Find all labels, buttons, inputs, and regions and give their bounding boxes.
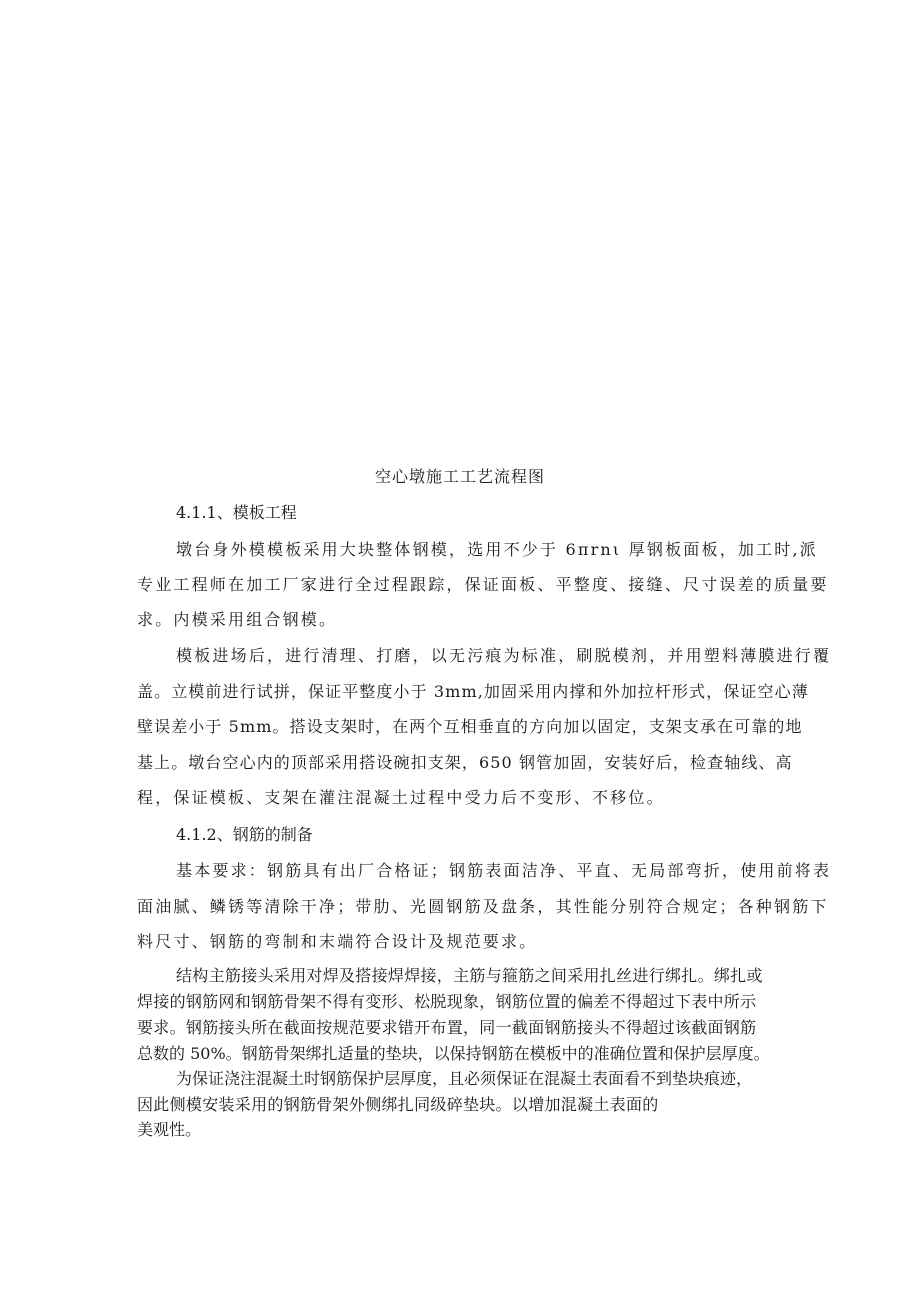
paragraph-line: 美观性。 [137,1120,202,1139]
paragraph-line: 模板进场后，进行清理、打磨，以无污痕为标准，刷脱模剂，并用塑料薄膜进行覆 [176,646,832,665]
paragraph-line: 墩台身外模模板采用大块整体钢模，选用不少于 6πrnι 厚钢板面板，加工时,派 [176,540,818,559]
section-heading-rebar: 4.1.2、钢筋的制备 [176,825,313,844]
paragraph-line: 基本要求：钢筋具有出厂合格证；钢筋表面洁净、平直、无局部弯折，使用前将表 [176,861,832,880]
paragraph-line: 焊接的钢筋网和钢筋骨架不得有变形、松脱现象，钢筋位置的偏差不得超过下表中所示 [137,992,757,1011]
paragraph-line: 求。内模采用组合钢模。 [137,610,338,629]
paragraph-line: 结构主筋接头采用对焊及搭接焊焊接，主筋与箍筋之间采用扎丝进行绑扎。绑扎或 [176,966,763,985]
paragraph-line: 程，保证模板、支架在灌注混凝土过程中受力后不变形、不移位。 [137,788,665,807]
paragraph-line: 为保证浇注混凝土时钢筋保护层厚度，且必须保证在混凝土表面看不到垫块痕迹， [176,1069,753,1088]
paragraph-line: 料尺寸、钢筋的弯制和末端符合设计及规范要求。 [137,932,538,951]
paragraph-line: 盖。立模前进行试拼，保证平整度小于 3mm,加固采用内撑和外加拉杆形式，保证空心薄 [137,682,809,701]
paragraph-line: 面油腻、鳞锈等清除干净；带肋、光圆钢筋及盘条，其性能分别符合规定；各种钢筋下 [137,897,829,916]
paragraph-line: 要求。钢筋接头所在截面按规范要求错开布置，同一截面钢筋接头不得超过该截面钢筋 [137,1018,757,1037]
paragraph-line: 基上。墩台空心内的顶部采用搭设碗扣支架，650 钢管加固，安装好后，检查轴线、高 [137,753,793,772]
page-title: 空心墩施工工艺流程图 [374,467,545,486]
paragraph-line: 专业工程师在加工厂家进行全过程跟踪，保证面板、平整度、接缝、尺寸误差的质量要 [137,575,829,594]
section-heading-formwork: 4.1.1、模板工程 [176,503,297,522]
paragraph-line: 总数的 50%。钢筋骨架绑扎适量的垫块，以保持钢筋在模板中的准确位置和保护层厚度。 [137,1044,770,1063]
paragraph-line: 壁误差小于 5mm。搭设支架时，在两个互相垂直的方向加以固定，支架支承在可靠的地 [137,717,803,736]
paragraph-line: 因此侧模安装采用的钢筋骨架外侧绑扎同级碎垫块。以增加混凝土表面的 [137,1095,659,1114]
